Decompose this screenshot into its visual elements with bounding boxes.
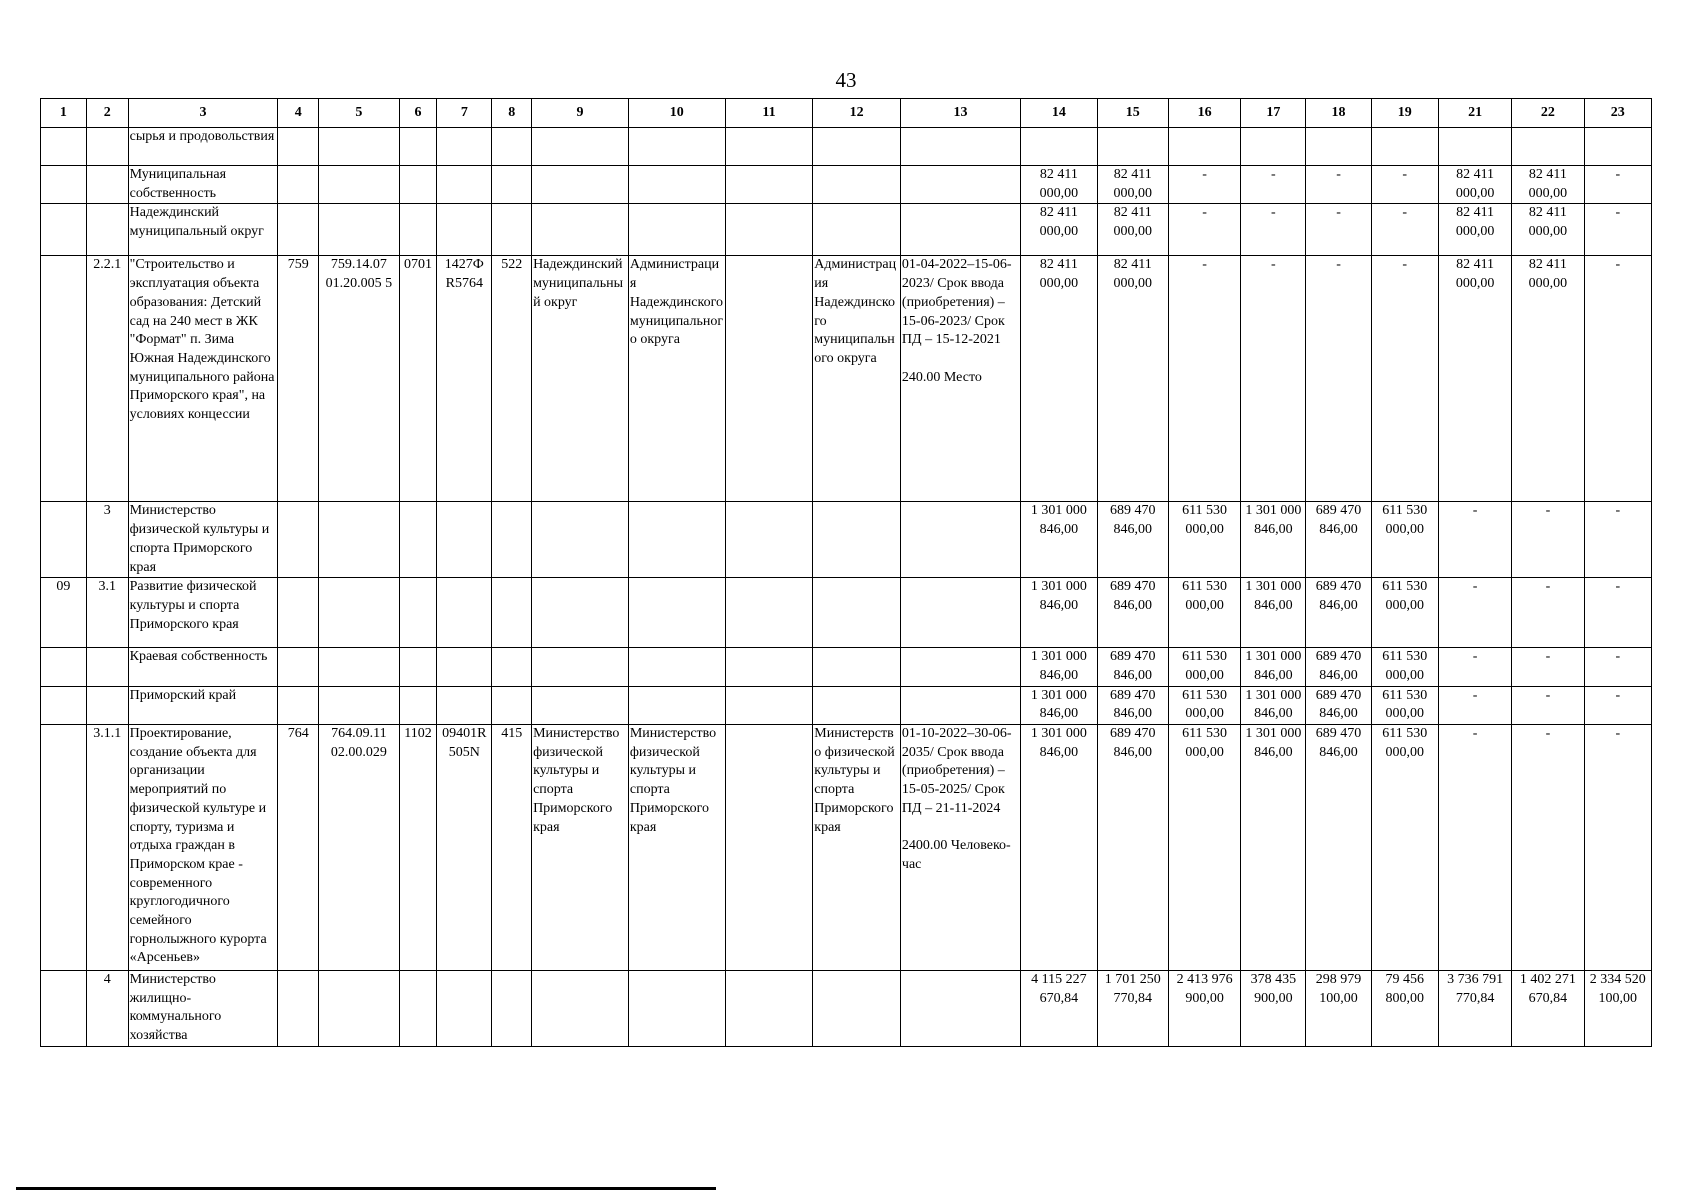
table-cell: Администрация Надеждинского муниципального округа bbox=[628, 256, 725, 502]
table-cell: - bbox=[1512, 686, 1584, 724]
table-cell: 611 530 000,00 bbox=[1168, 725, 1240, 971]
table-cell: 759.14.07 01.20.005 5 bbox=[319, 256, 399, 502]
table-cell bbox=[278, 971, 319, 1047]
table-cell bbox=[492, 686, 532, 724]
table-cell: 3 736 791 770,84 bbox=[1438, 971, 1511, 1047]
table-cell: 3.1.1 bbox=[86, 725, 128, 971]
table-cell bbox=[319, 686, 399, 724]
table-cell: 82 411 000,00 bbox=[1438, 256, 1511, 502]
table-cell: 611 530 000,00 bbox=[1168, 502, 1240, 578]
table-cell: 82 411 000,00 bbox=[1438, 166, 1511, 204]
table-cell bbox=[813, 686, 901, 724]
table-cell bbox=[628, 128, 725, 166]
table-cell: - bbox=[1168, 166, 1240, 204]
table-cell: 1 301 000 846,00 bbox=[1021, 686, 1097, 724]
column-header: 17 bbox=[1241, 99, 1306, 128]
table-cell bbox=[628, 686, 725, 724]
table-cell bbox=[813, 128, 901, 166]
table-row bbox=[41, 204, 1652, 256]
table-cell bbox=[319, 578, 399, 648]
table-cell bbox=[1512, 128, 1584, 166]
table-cell bbox=[319, 166, 399, 204]
table-cell: 764 bbox=[278, 725, 319, 971]
table-cell: Министерство физической культуры и спорта Приморского края bbox=[628, 725, 725, 971]
table-cell bbox=[41, 686, 87, 724]
table-cell: 611 530 000,00 bbox=[1168, 686, 1240, 724]
table-cell: 1 301 000 846,00 bbox=[1021, 578, 1097, 648]
table-cell bbox=[437, 204, 492, 256]
table-cell bbox=[900, 578, 1020, 648]
table-cell: 689 470 846,00 bbox=[1306, 725, 1371, 971]
table-cell bbox=[1371, 128, 1438, 166]
table-cell bbox=[900, 686, 1020, 724]
table-cell: 82 411 000,00 bbox=[1021, 256, 1097, 502]
column-header: 19 bbox=[1371, 99, 1438, 128]
table-cell bbox=[628, 502, 725, 578]
table-cell: - bbox=[1438, 502, 1511, 578]
table-cell bbox=[437, 578, 492, 648]
table-cell bbox=[319, 648, 399, 686]
table-cell: Министерство физической культуры и спорта Приморского края bbox=[532, 725, 629, 971]
table-cell bbox=[86, 128, 128, 166]
table-cell bbox=[437, 166, 492, 204]
table-cell: 2 413 976 900,00 bbox=[1168, 971, 1240, 1047]
table-cell bbox=[41, 256, 87, 502]
table-cell bbox=[319, 204, 399, 256]
table-cell: - bbox=[1512, 502, 1584, 578]
column-header: 2 bbox=[86, 99, 128, 128]
table-cell: 689 470 846,00 bbox=[1097, 686, 1168, 724]
table-cell bbox=[437, 502, 492, 578]
table-cell bbox=[492, 128, 532, 166]
table-cell: 2.2.1 bbox=[86, 256, 128, 502]
column-header: 8 bbox=[492, 99, 532, 128]
table-cell: 689 470 846,00 bbox=[1306, 502, 1371, 578]
page-number: 43 bbox=[835, 68, 857, 92]
table-cell: - bbox=[1306, 256, 1371, 502]
table-cell: 611 530 000,00 bbox=[1168, 648, 1240, 686]
column-header: 22 bbox=[1512, 99, 1584, 128]
column-header: 14 bbox=[1021, 99, 1097, 128]
table-cell: 09 bbox=[41, 578, 87, 648]
table-cell bbox=[725, 725, 813, 971]
footer-rule bbox=[16, 1187, 716, 1190]
table-row bbox=[41, 166, 1652, 204]
table-cell: 1427Ф R5764 bbox=[437, 256, 492, 502]
table-cell: - bbox=[1512, 578, 1584, 648]
table-cell: 689 470 846,00 bbox=[1097, 648, 1168, 686]
table-cell: 82 411 000,00 bbox=[1512, 256, 1584, 502]
table-cell bbox=[628, 648, 725, 686]
table-cell: 1102 bbox=[399, 725, 437, 971]
table-cell: 82 411 000,00 bbox=[1021, 204, 1097, 256]
column-header: 11 bbox=[725, 99, 813, 128]
table-row bbox=[41, 256, 1652, 502]
table-cell bbox=[319, 502, 399, 578]
table-cell bbox=[628, 166, 725, 204]
table-cell: "Строительство и эксплуатация объекта образования: Детский сад на 240 мест в ЖК "Формат" п. Зима Южная Надеждинского муниципального района Приморского края", на условиях концессии bbox=[128, 256, 278, 502]
table-cell: - bbox=[1438, 686, 1511, 724]
table-cell bbox=[1306, 128, 1371, 166]
table-cell: - bbox=[1241, 166, 1306, 204]
table-cell: 82 411 000,00 bbox=[1438, 204, 1511, 256]
table-cell bbox=[725, 578, 813, 648]
table-cell bbox=[532, 686, 629, 724]
table-cell: 611 530 000,00 bbox=[1371, 725, 1438, 971]
table-cell: 0701 bbox=[399, 256, 437, 502]
table-cell bbox=[399, 204, 437, 256]
table-cell bbox=[813, 502, 901, 578]
column-header: 3 bbox=[128, 99, 278, 128]
table-cell bbox=[492, 502, 532, 578]
table-cell bbox=[437, 648, 492, 686]
table-cell: 82 411 000,00 bbox=[1021, 166, 1097, 204]
column-header: 6 bbox=[399, 99, 437, 128]
table-cell bbox=[900, 502, 1020, 578]
table-cell bbox=[492, 648, 532, 686]
table-cell: - bbox=[1438, 578, 1511, 648]
column-header: 5 bbox=[319, 99, 399, 128]
table-cell bbox=[813, 204, 901, 256]
table-cell: 1 402 271 670,84 bbox=[1512, 971, 1584, 1047]
table-cell bbox=[278, 648, 319, 686]
table-cell bbox=[725, 256, 813, 502]
table-cell: - bbox=[1168, 204, 1240, 256]
table-cell: 1 301 000 846,00 bbox=[1241, 686, 1306, 724]
table-cell bbox=[278, 128, 319, 166]
table-cell bbox=[86, 166, 128, 204]
table-cell bbox=[492, 166, 532, 204]
table-cell: 1 301 000 846,00 bbox=[1241, 725, 1306, 971]
column-header: 7 bbox=[437, 99, 492, 128]
table-row bbox=[41, 502, 1652, 578]
table-row bbox=[41, 686, 1652, 724]
table-cell: 764.09.11 02.00.029 bbox=[319, 725, 399, 971]
table-cell bbox=[725, 166, 813, 204]
table-cell bbox=[1168, 128, 1240, 166]
table-cell bbox=[532, 128, 629, 166]
table-cell: Министерство физической культуры и спорта Приморского края bbox=[813, 725, 901, 971]
table-cell: 522 bbox=[492, 256, 532, 502]
table-cell bbox=[628, 578, 725, 648]
table-cell bbox=[725, 128, 813, 166]
table-cell: Приморский край bbox=[128, 686, 278, 724]
table-cell: 759 bbox=[278, 256, 319, 502]
table-cell bbox=[41, 971, 87, 1047]
table-cell: 689 470 846,00 bbox=[1097, 725, 1168, 971]
table-cell: 82 411 000,00 bbox=[1097, 204, 1168, 256]
table-cell bbox=[437, 971, 492, 1047]
column-header: 10 bbox=[628, 99, 725, 128]
table-cell: 611 530 000,00 bbox=[1371, 502, 1438, 578]
table-cell bbox=[437, 128, 492, 166]
table-cell: 82 411 000,00 bbox=[1512, 204, 1584, 256]
table-cell bbox=[278, 502, 319, 578]
table-cell: Надеждинский муниципальный округ bbox=[532, 256, 629, 502]
table-row bbox=[41, 725, 1652, 971]
table-cell bbox=[86, 204, 128, 256]
table-cell: 689 470 846,00 bbox=[1306, 686, 1371, 724]
table-cell: 01-04-2022–15-06-2023/ Срок ввода (приобретения) – 15-06-2023/ Срок ПД – 15-12-2021 240.00 Место bbox=[900, 256, 1020, 502]
table-cell bbox=[813, 971, 901, 1047]
table-cell bbox=[278, 166, 319, 204]
table-cell: 4 115 227 670,84 bbox=[1021, 971, 1097, 1047]
table-cell bbox=[278, 578, 319, 648]
table-cell bbox=[900, 166, 1020, 204]
table-cell: - bbox=[1584, 256, 1651, 502]
table-cell: - bbox=[1168, 256, 1240, 502]
table-row bbox=[41, 578, 1652, 648]
column-header: 21 bbox=[1438, 99, 1511, 128]
table-cell bbox=[492, 578, 532, 648]
table-cell bbox=[628, 971, 725, 1047]
column-header: 4 bbox=[278, 99, 319, 128]
table-cell bbox=[86, 686, 128, 724]
table-cell bbox=[813, 166, 901, 204]
table-cell: - bbox=[1371, 256, 1438, 502]
table-cell: 1 301 000 846,00 bbox=[1241, 648, 1306, 686]
table-cell bbox=[41, 166, 87, 204]
column-number-row bbox=[41, 99, 1652, 128]
table-cell: - bbox=[1584, 578, 1651, 648]
column-header: 13 bbox=[900, 99, 1020, 128]
table-cell: 1 301 000 846,00 bbox=[1021, 725, 1097, 971]
table-cell: - bbox=[1438, 648, 1511, 686]
table-cell: - bbox=[1584, 725, 1651, 971]
table-cell bbox=[532, 502, 629, 578]
table-cell bbox=[492, 204, 532, 256]
table-cell: - bbox=[1512, 648, 1584, 686]
table-cell bbox=[399, 971, 437, 1047]
table-cell: - bbox=[1584, 166, 1651, 204]
table-cell: - bbox=[1306, 204, 1371, 256]
table-cell bbox=[41, 502, 87, 578]
table-cell: 79 456 800,00 bbox=[1371, 971, 1438, 1047]
table-cell: 3 bbox=[86, 502, 128, 578]
table-cell: - bbox=[1512, 725, 1584, 971]
table-cell bbox=[725, 204, 813, 256]
table-cell bbox=[900, 128, 1020, 166]
table-cell: 82 411 000,00 bbox=[1097, 256, 1168, 502]
table-cell: - bbox=[1241, 256, 1306, 502]
table-cell bbox=[813, 648, 901, 686]
budget-table bbox=[40, 98, 1652, 1047]
table-cell: 689 470 846,00 bbox=[1306, 648, 1371, 686]
table-cell: 1 301 000 846,00 bbox=[1021, 502, 1097, 578]
table-cell bbox=[492, 971, 532, 1047]
table-cell: 689 470 846,00 bbox=[1097, 578, 1168, 648]
table-cell: 689 470 846,00 bbox=[1306, 578, 1371, 648]
table-cell: - bbox=[1584, 204, 1651, 256]
table-cell bbox=[437, 686, 492, 724]
table-cell: - bbox=[1371, 204, 1438, 256]
table-cell bbox=[532, 204, 629, 256]
table-cell: Развитие физической культуры и спорта Приморского края bbox=[128, 578, 278, 648]
table-cell: сырья и продовольствия bbox=[128, 128, 278, 166]
table-cell bbox=[725, 502, 813, 578]
table-row bbox=[41, 971, 1652, 1047]
table-cell bbox=[399, 502, 437, 578]
table-cell bbox=[900, 204, 1020, 256]
table-cell: 1 301 000 846,00 bbox=[1021, 648, 1097, 686]
table-cell: 4 bbox=[86, 971, 128, 1047]
table-cell bbox=[41, 648, 87, 686]
column-header: 1 bbox=[41, 99, 87, 128]
table-cell bbox=[319, 128, 399, 166]
table-cell: 611 530 000,00 bbox=[1371, 578, 1438, 648]
table-cell: 415 bbox=[492, 725, 532, 971]
table-cell bbox=[628, 204, 725, 256]
table-cell: - bbox=[1584, 648, 1651, 686]
table-cell: 2 334 520 100,00 bbox=[1584, 971, 1651, 1047]
column-header: 12 bbox=[813, 99, 901, 128]
table-cell: 611 530 000,00 bbox=[1168, 578, 1240, 648]
table-cell: 689 470 846,00 bbox=[1097, 502, 1168, 578]
table-cell bbox=[725, 971, 813, 1047]
table-cell: Муниципальная собственность bbox=[128, 166, 278, 204]
table-cell bbox=[319, 971, 399, 1047]
table-row bbox=[41, 648, 1652, 686]
table-cell bbox=[41, 204, 87, 256]
table-cell bbox=[532, 578, 629, 648]
table-cell: 611 530 000,00 bbox=[1371, 686, 1438, 724]
table-cell: 82 411 000,00 bbox=[1097, 166, 1168, 204]
table-cell bbox=[532, 648, 629, 686]
table-cell: Администрация Надеждинского муниципального округа bbox=[813, 256, 901, 502]
column-header: 18 bbox=[1306, 99, 1371, 128]
table-cell bbox=[1241, 128, 1306, 166]
table-cell bbox=[278, 204, 319, 256]
table-cell: - bbox=[1306, 166, 1371, 204]
table-cell: 82 411 000,00 bbox=[1512, 166, 1584, 204]
table-cell bbox=[399, 686, 437, 724]
table-cell bbox=[532, 971, 629, 1047]
table-cell bbox=[86, 648, 128, 686]
table-cell: Проектирование, создание объекта для организации мероприятий по физической культуре и спорту, туризма и отдыха граждан в Приморском крае - современного круглогодичного семейного горнолыжного курорта «Арсеньев» bbox=[128, 725, 278, 971]
table-cell bbox=[41, 128, 87, 166]
table-cell bbox=[278, 686, 319, 724]
column-header: 23 bbox=[1584, 99, 1651, 128]
table-cell: 378 435 900,00 bbox=[1241, 971, 1306, 1047]
table-cell: 1 701 250 770,84 bbox=[1097, 971, 1168, 1047]
table-cell: 01-10-2022–30-06-2035/ Срок ввода (приобретения) – 15-05-2025/ Срок ПД – 21-11-2024 2400.00 Человеко-час bbox=[900, 725, 1020, 971]
table-cell: Министерство физической культуры и спорта Приморского края bbox=[128, 502, 278, 578]
table-cell bbox=[399, 578, 437, 648]
table-cell: 3.1 bbox=[86, 578, 128, 648]
table-cell bbox=[399, 128, 437, 166]
column-header: 15 bbox=[1097, 99, 1168, 128]
table-cell bbox=[399, 648, 437, 686]
table-cell: 298 979 100,00 bbox=[1306, 971, 1371, 1047]
table-cell bbox=[900, 971, 1020, 1047]
table-cell: Министерство жилищно-коммунального хозяйства bbox=[128, 971, 278, 1047]
table-cell: 09401R 505N bbox=[437, 725, 492, 971]
table-cell: - bbox=[1584, 686, 1651, 724]
table-cell bbox=[399, 166, 437, 204]
table-cell bbox=[1438, 128, 1511, 166]
table-cell: 1 301 000 846,00 bbox=[1241, 578, 1306, 648]
table-cell bbox=[532, 166, 629, 204]
table-cell: 611 530 000,00 bbox=[1371, 648, 1438, 686]
table-cell: Краевая собственность bbox=[128, 648, 278, 686]
table-cell bbox=[1021, 128, 1097, 166]
table-cell bbox=[725, 648, 813, 686]
table-cell bbox=[900, 648, 1020, 686]
table-cell: - bbox=[1584, 502, 1651, 578]
table-cell bbox=[1097, 128, 1168, 166]
table-cell: Надеждинский муниципальный округ bbox=[128, 204, 278, 256]
table-cell: 1 301 000 846,00 bbox=[1241, 502, 1306, 578]
table-cell: - bbox=[1241, 204, 1306, 256]
table-cell bbox=[1584, 128, 1651, 166]
table-cell bbox=[813, 578, 901, 648]
column-header: 9 bbox=[532, 99, 629, 128]
table-cell: - bbox=[1438, 725, 1511, 971]
table-cell bbox=[725, 686, 813, 724]
table-row bbox=[41, 128, 1652, 166]
table-cell bbox=[41, 725, 87, 971]
column-header: 16 bbox=[1168, 99, 1240, 128]
table-cell: - bbox=[1371, 166, 1438, 204]
